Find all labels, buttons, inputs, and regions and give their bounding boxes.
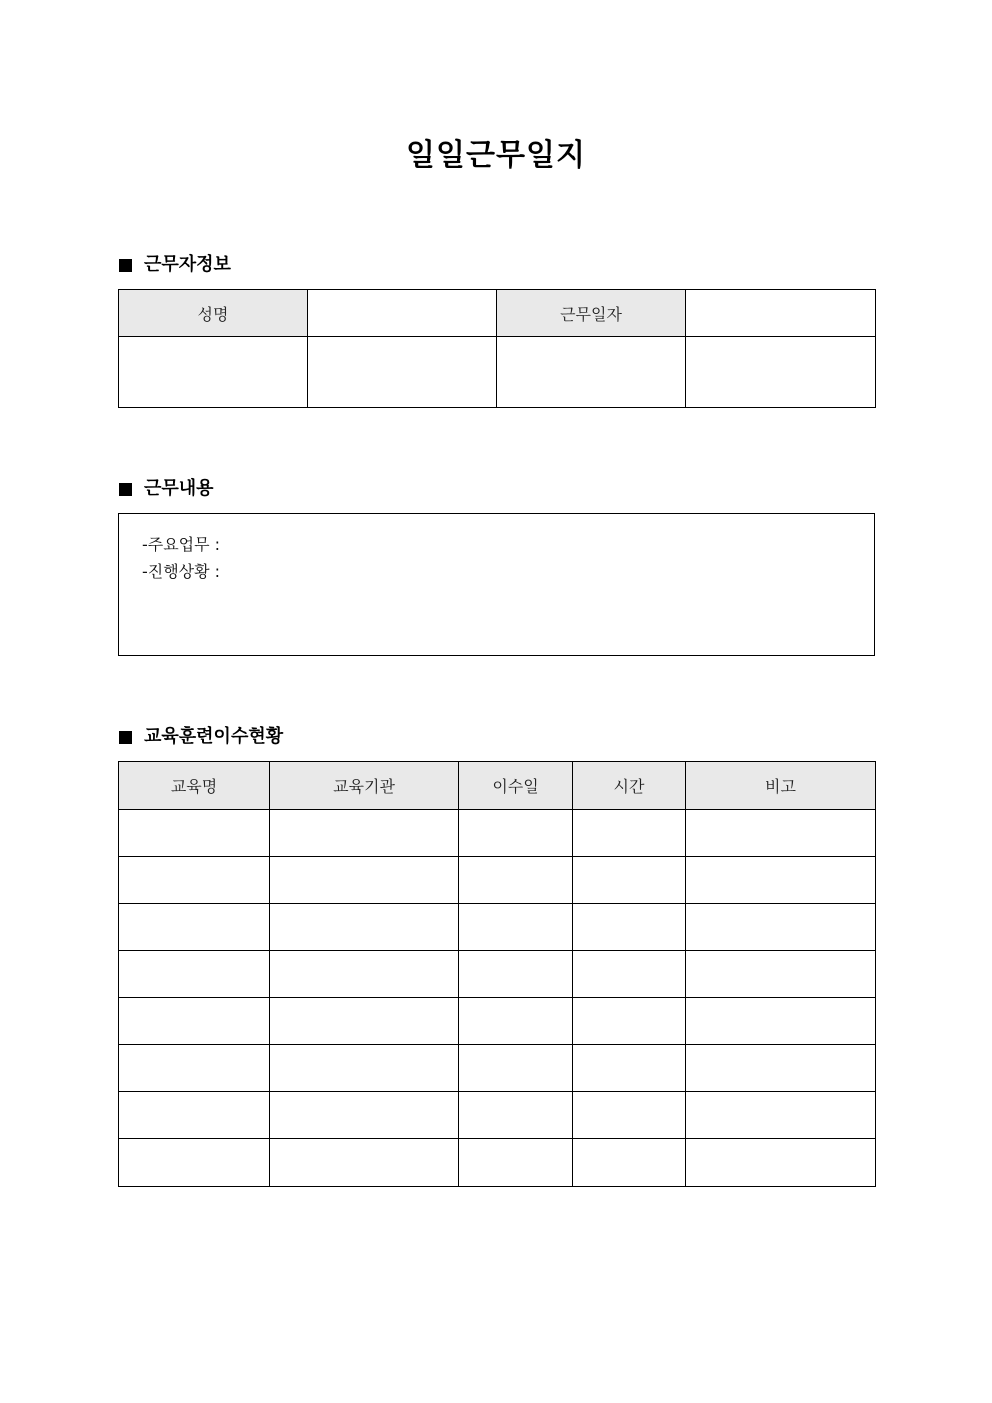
- table-cell[interactable]: [119, 1045, 270, 1092]
- table-row: [119, 1139, 876, 1187]
- remarks-header: 비고: [686, 762, 876, 810]
- table-cell[interactable]: [119, 998, 270, 1045]
- main-tasks-line: -주요업무 :: [142, 535, 221, 554]
- table-cell[interactable]: [270, 904, 459, 951]
- table-cell[interactable]: [270, 1139, 459, 1187]
- name-value-cell[interactable]: [308, 290, 497, 337]
- table-cell[interactable]: [686, 998, 876, 1045]
- table-row: [119, 998, 876, 1045]
- table-cell[interactable]: [573, 810, 686, 857]
- completion-date-header: 이수일: [459, 762, 573, 810]
- table-cell[interactable]: [459, 1092, 573, 1139]
- table-cell[interactable]: [497, 337, 686, 408]
- table-cell[interactable]: [119, 857, 270, 904]
- name-header-cell: 성명: [119, 290, 308, 337]
- black-square-icon: [119, 259, 132, 272]
- table-cell[interactable]: [686, 904, 876, 951]
- table-cell[interactable]: [119, 1139, 270, 1187]
- black-square-icon: [119, 731, 132, 744]
- table-cell[interactable]: [459, 810, 573, 857]
- section-heading-worker-info: [119, 253, 231, 277]
- table-cell[interactable]: [270, 1045, 459, 1092]
- table-cell[interactable]: [119, 337, 308, 408]
- table-cell[interactable]: [686, 1045, 876, 1092]
- table-cell[interactable]: [459, 1139, 573, 1187]
- table-cell[interactable]: [573, 1139, 686, 1187]
- table-cell[interactable]: [270, 1092, 459, 1139]
- table-cell[interactable]: [270, 998, 459, 1045]
- section-heading-label: 근무자정보: [144, 254, 231, 275]
- table-cell[interactable]: [308, 337, 497, 408]
- table-row: [119, 1092, 876, 1139]
- table-cell[interactable]: [686, 810, 876, 857]
- table-row: [119, 337, 876, 408]
- table-cell[interactable]: [459, 857, 573, 904]
- black-square-icon: [119, 483, 132, 496]
- training-table: [118, 761, 876, 1187]
- institution-header: 교육기관: [270, 762, 459, 810]
- section-heading-label: 교육훈련이수현황: [144, 726, 284, 747]
- table-row: [119, 810, 876, 857]
- section-heading-work-content: [119, 477, 214, 501]
- course-name-header: 교육명: [119, 762, 270, 810]
- table-cell[interactable]: [686, 857, 876, 904]
- table-cell[interactable]: [119, 951, 270, 998]
- table-cell[interactable]: [573, 1045, 686, 1092]
- table-row: [119, 904, 876, 951]
- table-cell[interactable]: [459, 998, 573, 1045]
- section-heading-training: [119, 725, 283, 749]
- worker-info-table: [118, 289, 876, 408]
- table-row: [119, 857, 876, 904]
- table-cell[interactable]: [573, 998, 686, 1045]
- table-cell[interactable]: [686, 337, 876, 408]
- hours-header: 시간: [573, 762, 686, 810]
- table-cell[interactable]: [119, 810, 270, 857]
- table-cell[interactable]: [270, 951, 459, 998]
- table-header-row: [119, 762, 876, 810]
- work-date-header-cell: 근무일자: [497, 290, 686, 337]
- table-cell[interactable]: [459, 904, 573, 951]
- table-row: [119, 951, 876, 998]
- progress-line: -진행상황 :: [142, 562, 221, 581]
- table-cell[interactable]: [686, 1139, 876, 1187]
- table-cell[interactable]: [270, 810, 459, 857]
- table-cell[interactable]: [573, 951, 686, 998]
- table-cell[interactable]: [119, 1092, 270, 1139]
- table-cell[interactable]: [270, 857, 459, 904]
- table-cell[interactable]: [573, 904, 686, 951]
- work-content-box[interactable]: [118, 513, 875, 656]
- work-date-value-cell[interactable]: [686, 290, 876, 337]
- table-cell[interactable]: [573, 1092, 686, 1139]
- table-row: [119, 1045, 876, 1092]
- table-cell[interactable]: [573, 857, 686, 904]
- section-heading-label: 근무내용: [144, 478, 214, 499]
- table-cell[interactable]: [459, 951, 573, 998]
- table-cell[interactable]: [459, 1045, 573, 1092]
- table-header-row: [119, 290, 876, 337]
- table-cell[interactable]: [686, 951, 876, 998]
- table-cell[interactable]: [686, 1092, 876, 1139]
- page-title: 일일근무일지: [406, 138, 586, 173]
- table-cell[interactable]: [119, 904, 270, 951]
